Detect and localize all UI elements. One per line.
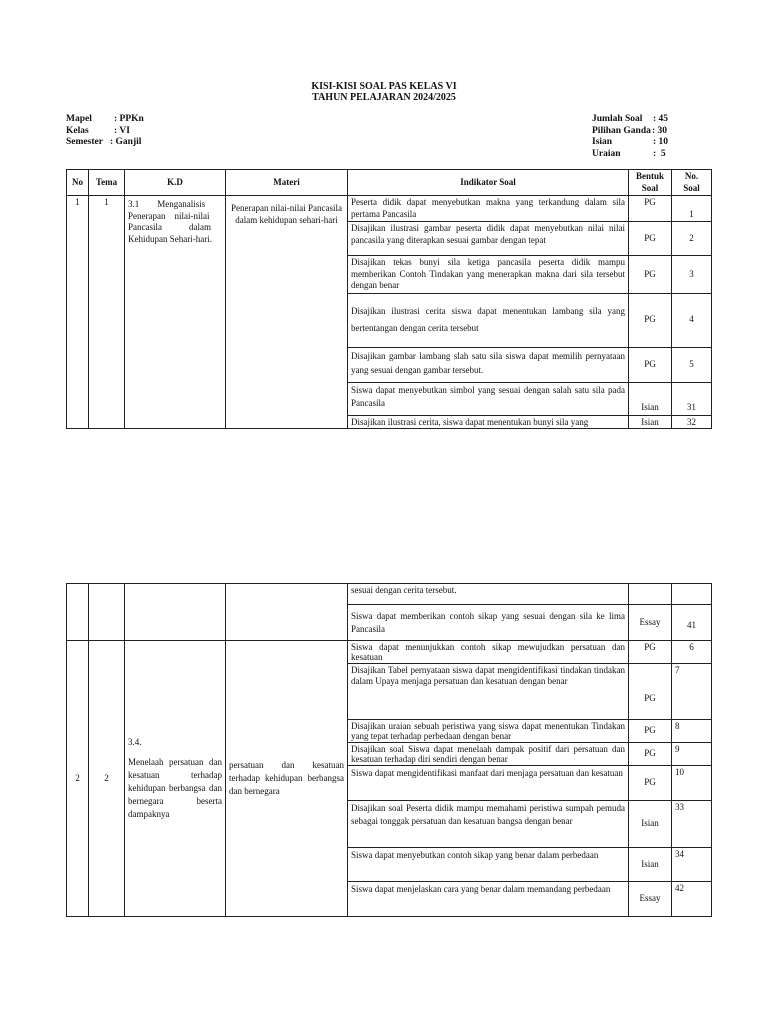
cell-indikator: Disajikan Tabel pernyataan siswa dapat mengidentifikasi tindakan tindakan dalam Upaya menjaga persatuan dan kesatuan dengan benar — [348, 664, 629, 720]
cell-indikator: Siswa dapat menjelaskan cara yang benar dalam memandang perbedaan — [348, 882, 629, 917]
cell-indikator: Siswa dapat menunjukkan contoh sikap mewujudkan persatuan dan kesatuan — [348, 641, 629, 664]
cell-tema: 1 — [89, 196, 125, 429]
cell-bentuk: Isian — [629, 801, 672, 848]
cell-no-soal: 8 — [672, 720, 712, 743]
cell-indikator: Siswa dapat menyebutkan contoh sikap yang benar dalam perbedaan — [348, 848, 629, 882]
header-materi: Materi — [226, 170, 348, 196]
cell-bentuk: PG — [629, 664, 672, 720]
kelas-label: Kelas — [66, 125, 89, 136]
cell-materi — [226, 584, 348, 641]
document-title: KISI-KISI SOAL PAS KELAS VI — [311, 81, 457, 92]
cell-kd: 3.1 Menganalisis Penerapan nilai-nilai Pancasila dalam Kehidupan Sehari-hari. — [125, 196, 226, 429]
kisi-kisi-table-page-2 — [66, 583, 712, 917]
cell-bentuk: Isian — [629, 382, 672, 415]
cell-indikator: Disajikan gambar lambang slah satu sila siswa dapat memilih pernyataan yang sesuai dengan gambar tersebut. — [348, 347, 629, 382]
cell-bentuk: Essay — [629, 605, 672, 641]
cell-no-soal: 1 — [672, 196, 712, 222]
meta-right — [592, 114, 668, 160]
cell-no-soal: 33 — [672, 801, 712, 848]
jumlah-soal-value: : 45 — [653, 114, 669, 124]
header-no-soal: No. Soal — [672, 170, 712, 196]
cell-bentuk: Essay — [629, 882, 672, 917]
table-row — [67, 196, 712, 222]
cell-indikator: sesuai dengan cerita tersebut. — [348, 584, 629, 605]
header-kd: K.D — [125, 170, 226, 196]
cell-bentuk: PG — [629, 641, 672, 664]
cell-indikator: Siswa dapat menyebutkan simbol yang sesuai dengan salah satu sila pada Pancasila — [348, 382, 629, 415]
cell-no-soal: 31 — [672, 382, 712, 415]
cell-materi: Penerapan nilai-nilai Pancasila dalam kehidupan sehari-hari — [226, 196, 348, 429]
cell-indikator: Peserta didik dapat menyebutkan makna yang terkandung dalam sila pertama Pancasila — [348, 196, 629, 222]
cell-bentuk: PG — [629, 720, 672, 743]
cell-indikator: Disajikan tekas bunyi sila ketiga pancasila peserta didik mampu memberikan Contoh Tindakan yang menerapkan makna dari sila tersebut dengan benar — [348, 256, 629, 294]
cell-bentuk — [629, 584, 672, 605]
cell-no — [67, 584, 89, 641]
header-tema: Tema — [89, 170, 125, 196]
meta-left — [66, 114, 144, 149]
cell-no-soal: 10 — [672, 766, 712, 801]
cell-no: 2 — [67, 641, 89, 917]
cell-tema: 2 — [89, 641, 125, 917]
cell-no-soal: 4 — [672, 293, 712, 347]
cell-no-soal: 32 — [672, 415, 712, 428]
cell-bentuk: PG — [629, 256, 672, 294]
cell-indikator: Disajikan ilustrasi cerita, siswa dapat menentukan bunyi sila yang — [348, 415, 629, 428]
cell-indikator: Siswa dapat mengidentifikasi manfaat dari menjaga persatuan dan kesatuan — [348, 766, 629, 801]
cell-bentuk: PG — [629, 766, 672, 801]
cell-no-soal: 9 — [672, 743, 712, 766]
cell-no-soal: 6 — [672, 641, 712, 664]
kisi-kisi-table-page-1 — [66, 169, 712, 429]
cell-bentuk: PG — [629, 293, 672, 347]
document-subtitle: TAHUN PELAJARAN 2024/2025 — [312, 92, 456, 103]
cell-indikator: Siswa dapat memberikan contoh sikap yang sesuai dengan sila ke lima Pancasila — [348, 605, 629, 641]
cell-bentuk: PG — [629, 347, 672, 382]
cell-no-soal: 34 — [672, 848, 712, 882]
cell-indikator: Disajikan soal Peserta didik mampu memahami peristiwa sumpah pemuda sebagai tonggak persatuan dan kesatuan bangsa dengan benar — [348, 801, 629, 848]
cell-materi: persatuan dan kesatuan terhadap kehidupan berbangsa dan bernegara — [226, 641, 348, 917]
cell-indikator: Disajikan uraian sebuah peristiwa yang siswa dapat menentukan Tindakan yang tepat terhadap perbedaan dengan benar — [348, 720, 629, 743]
cell-no-soal: 41 — [672, 605, 712, 641]
cell-bentuk: Isian — [629, 415, 672, 428]
cell-bentuk: PG — [629, 196, 672, 222]
table-row — [67, 584, 712, 605]
cell-kd: 3.4. Menelaah persatuan dan kesatuan terhadap kehidupan berbangsa dan bernegara beserta dampaknya — [125, 641, 226, 917]
isian-value: : 10 — [653, 137, 669, 147]
table-header-row — [67, 170, 712, 196]
cell-no-soal: 7 — [672, 664, 712, 720]
cell-no-soal: 42 — [672, 882, 712, 917]
cell-bentuk: PG — [629, 743, 672, 766]
cell-indikator: Disajikan ilustrasi cerita siswa dapat menentukan lambang sila yang bertentangan dengan cerita tersebut — [348, 293, 629, 347]
pilihan-ganda-value: : 30 — [652, 125, 668, 136]
cell-no-soal — [672, 584, 712, 605]
semester-label: Semester — [66, 137, 103, 147]
pilihan-ganda-label: Pilihan Ganda — [592, 125, 651, 136]
mapel-label: Mapel — [66, 114, 92, 124]
semester-value: : Ganjil — [110, 137, 142, 147]
cell-kd — [125, 584, 226, 641]
jumlah-soal-label: Jumlah Soal — [592, 114, 643, 124]
cell-bentuk: Isian — [629, 848, 672, 882]
header-no: No — [67, 170, 89, 196]
mapel-value: : PPKn — [114, 114, 144, 124]
cell-bentuk: PG — [629, 222, 672, 256]
isian-label: Isian — [592, 137, 613, 147]
uraian-label: Uraian — [592, 148, 621, 159]
header-bentuk-soal: Bentuk Soal — [629, 170, 672, 196]
cell-no-soal: 3 — [672, 256, 712, 294]
kelas-value: : VI — [114, 125, 130, 136]
cell-tema — [89, 584, 125, 641]
header-indikator: Indikator Soal — [348, 170, 629, 196]
cell-no-soal: 2 — [672, 222, 712, 256]
cell-indikator: Disajikan ilustrasi gambar peserta didik dapat menyebutkan nilai nilai pancasila yang diterapkan sesuai gambar dengan tepat — [348, 222, 629, 256]
cell-no: 1 — [67, 196, 89, 429]
cell-indikator: Disajikan soal Siswa dapat menelaah dampak positif dari persatuan dan kesatuan terhadap diri sendiri dengan benar — [348, 743, 629, 766]
cell-no-soal: 5 — [672, 347, 712, 382]
uraian-value: : 5 — [653, 148, 666, 159]
table-row — [67, 641, 712, 664]
